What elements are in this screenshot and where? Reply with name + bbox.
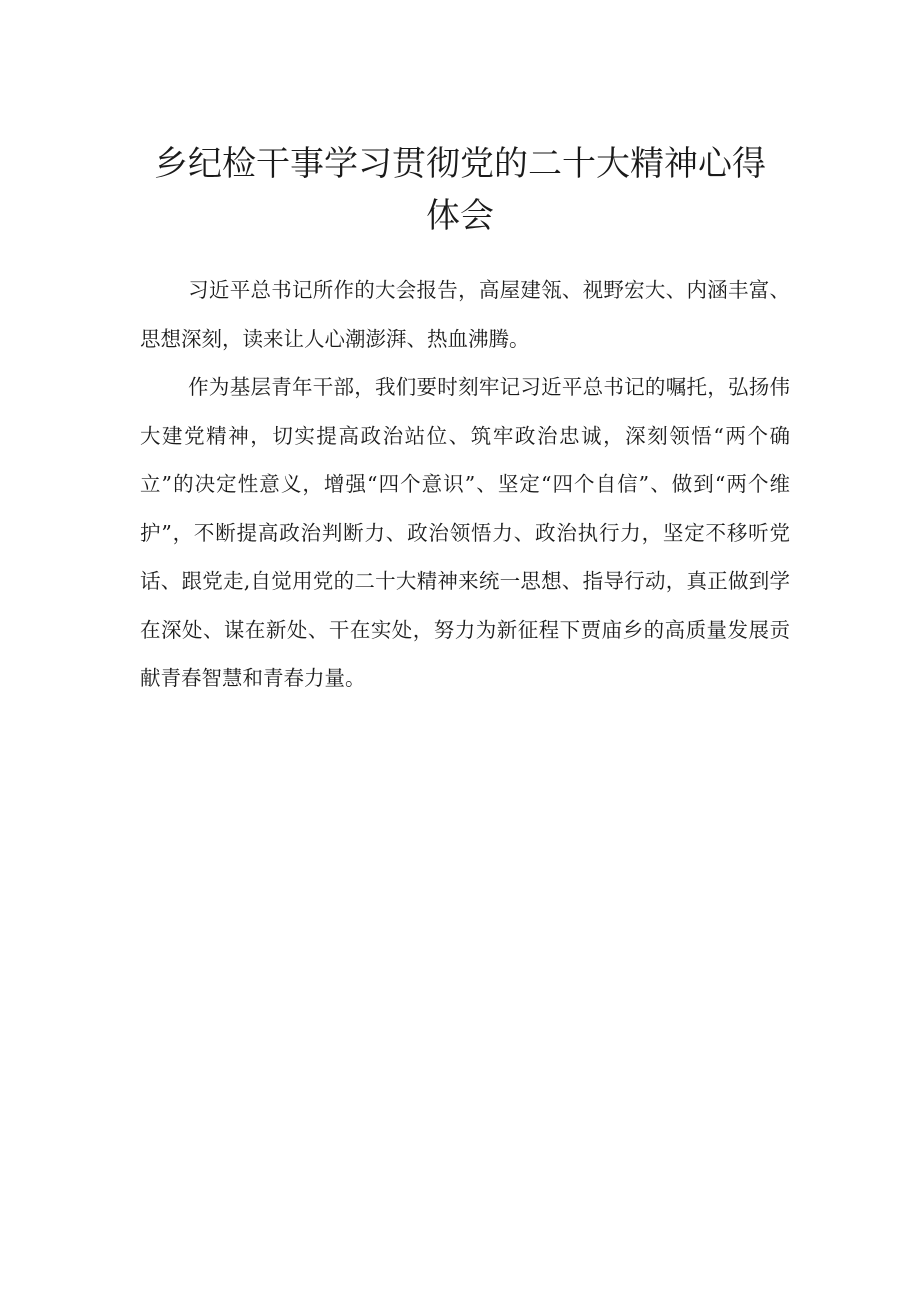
document-title — [140, 138, 780, 242]
paragraph-2: 作为基层青年干部，我们要时刻牢记习近平总书记的嘱托，弘扬伟大建党精神，切实提高政治站位、筑牢政治忠诚，深刻领悟“两个确立”的决定性意义，增强“四个意识”、坚定“四个自信”、做到“两个维护”，不断提高政治判断力、政治领悟力、政治执行力，坚定不移听党话、跟党走,自觉用党的二十大精神来统一思想、指导行动，真正做到学在深处、谋在新处、干在实处，努力为新征程下贾庙乡的高质量发展贡献青春智慧和青春力量。 — [140, 375, 790, 690]
paragraph-1: 习近平总书记所作的大会报告，高屋建瓴、视野宏大、内涵丰富、思想深刻，读来让人心潮澎湃、热血沸腾。 — [140, 278, 790, 351]
document-body — [140, 266, 790, 703]
title-line-1: 乡纪检干事学习贯彻党的二十大精神心得 — [154, 144, 766, 184]
title-line-2: 体会 — [426, 196, 494, 236]
